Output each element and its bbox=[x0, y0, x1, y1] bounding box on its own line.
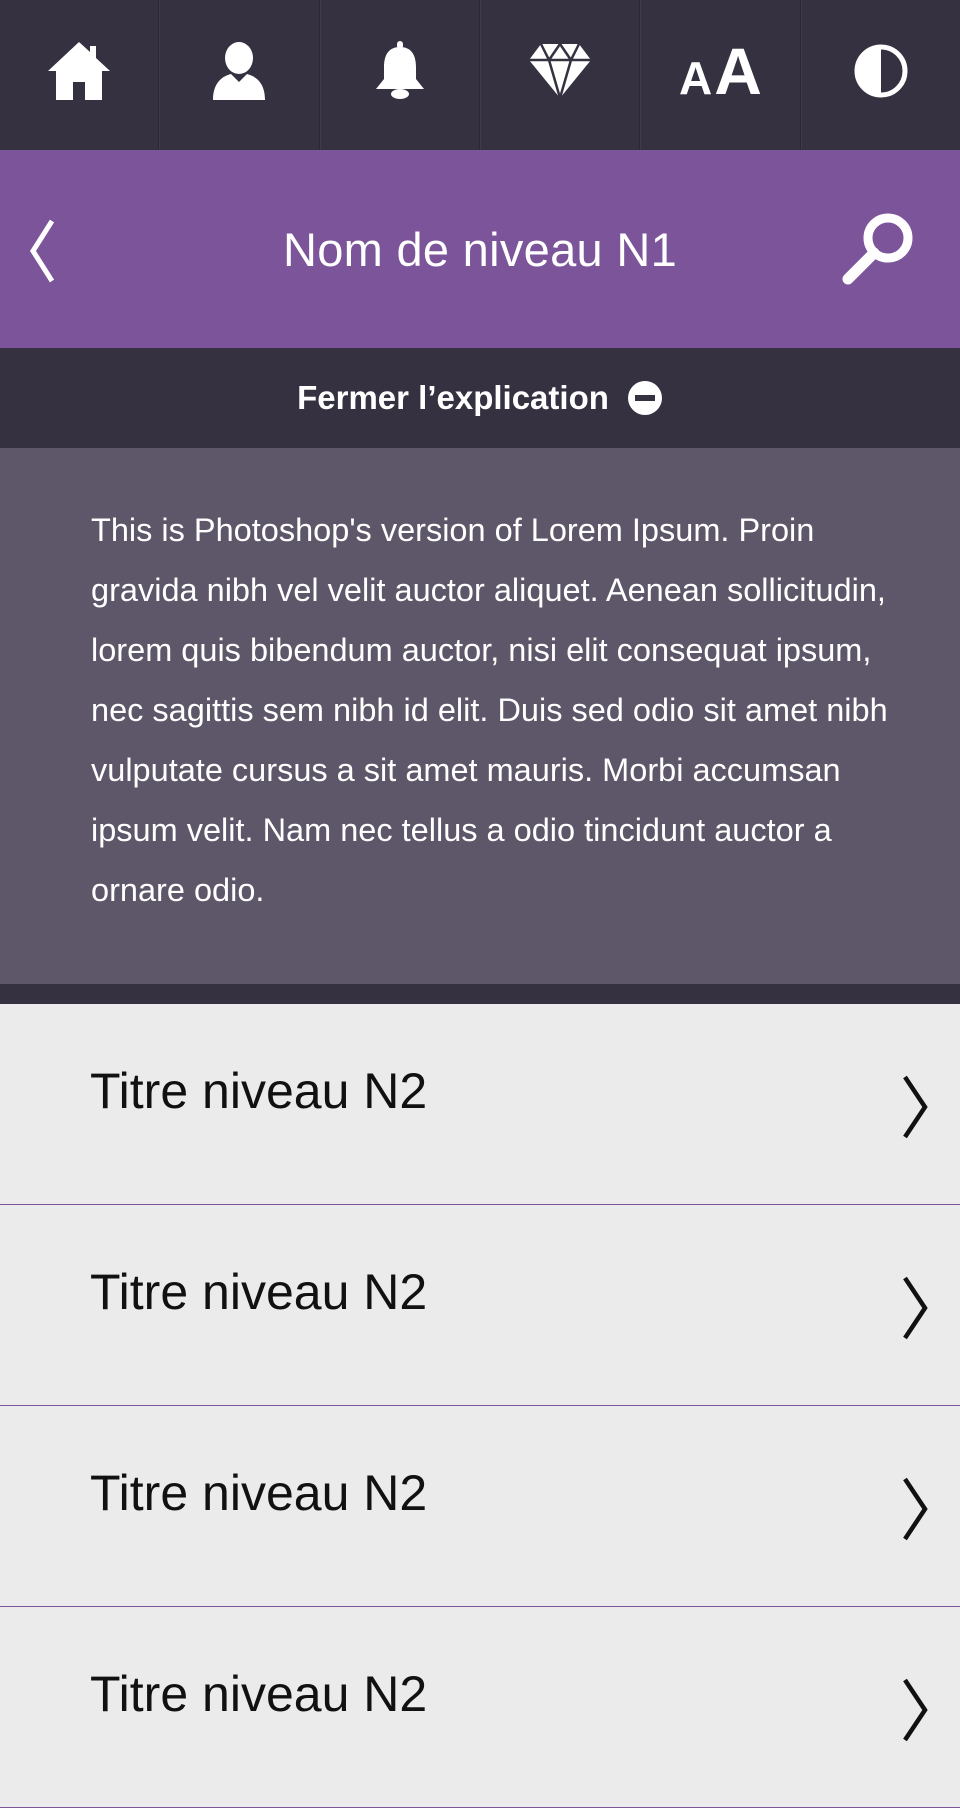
contrast-button[interactable] bbox=[801, 0, 960, 150]
back-button[interactable] bbox=[28, 218, 56, 289]
explanation-panel bbox=[0, 448, 960, 984]
page-header bbox=[0, 150, 960, 348]
font-size-button[interactable] bbox=[640, 0, 800, 150]
list-item-label: Titre niveau N2 bbox=[90, 1264, 428, 1320]
notifications-button[interactable] bbox=[320, 0, 480, 150]
list-item-label: Titre niveau N2 bbox=[90, 1666, 428, 1722]
chevron-left-icon bbox=[28, 218, 56, 284]
list-item[interactable] bbox=[0, 1607, 960, 1808]
home-icon bbox=[46, 40, 112, 102]
home-button[interactable] bbox=[0, 0, 159, 150]
diamond-icon bbox=[527, 42, 593, 100]
font-size-icon bbox=[679, 34, 762, 108]
list-item-label: Titre niveau N2 bbox=[90, 1465, 428, 1521]
close-explanation-toggle[interactable] bbox=[0, 348, 960, 448]
explanation-text: This is Photoshop's version of Lorem Ipsum. Proin gravida nibh vel velit auctor aliquet. Aenean sollicitudin, lorem quis bibendum auctor, nisi elit consequat ipsum, nec sagittis sem nibh id elit. Duis sed odio sit amet nibh vulputate cursus a sit amet mauris. Morbi accumsan ipsum velit. Nam nec tellus a odio tincidunt auctor a ornare odio. bbox=[91, 512, 888, 908]
page-title: Nom de niveau N1 bbox=[282, 222, 678, 276]
explanation-divider bbox=[0, 984, 960, 1004]
toggle-label: Fermer l’explication bbox=[297, 379, 609, 416]
user-button[interactable] bbox=[159, 0, 319, 150]
list-item[interactable] bbox=[0, 1004, 960, 1205]
chevron-right-icon bbox=[900, 1476, 930, 1542]
list-item[interactable] bbox=[0, 1205, 960, 1406]
list-item-label: Titre niveau N2 bbox=[90, 1063, 428, 1119]
list-item[interactable] bbox=[0, 1406, 960, 1607]
chevron-right-icon bbox=[900, 1677, 930, 1743]
level-list bbox=[0, 1004, 960, 1808]
search-button[interactable] bbox=[842, 210, 918, 291]
chevron-right-icon bbox=[900, 1275, 930, 1341]
premium-button[interactable] bbox=[480, 0, 640, 150]
top-toolbar bbox=[0, 0, 960, 150]
contrast-icon bbox=[853, 43, 909, 99]
minus-circle-icon bbox=[627, 380, 663, 416]
chevron-right-icon bbox=[900, 1074, 930, 1140]
user-icon bbox=[211, 40, 267, 102]
font-size-large-letter: A bbox=[714, 34, 762, 108]
bell-icon bbox=[372, 41, 428, 101]
search-icon bbox=[842, 210, 918, 286]
font-size-small-letter: A bbox=[679, 52, 713, 104]
